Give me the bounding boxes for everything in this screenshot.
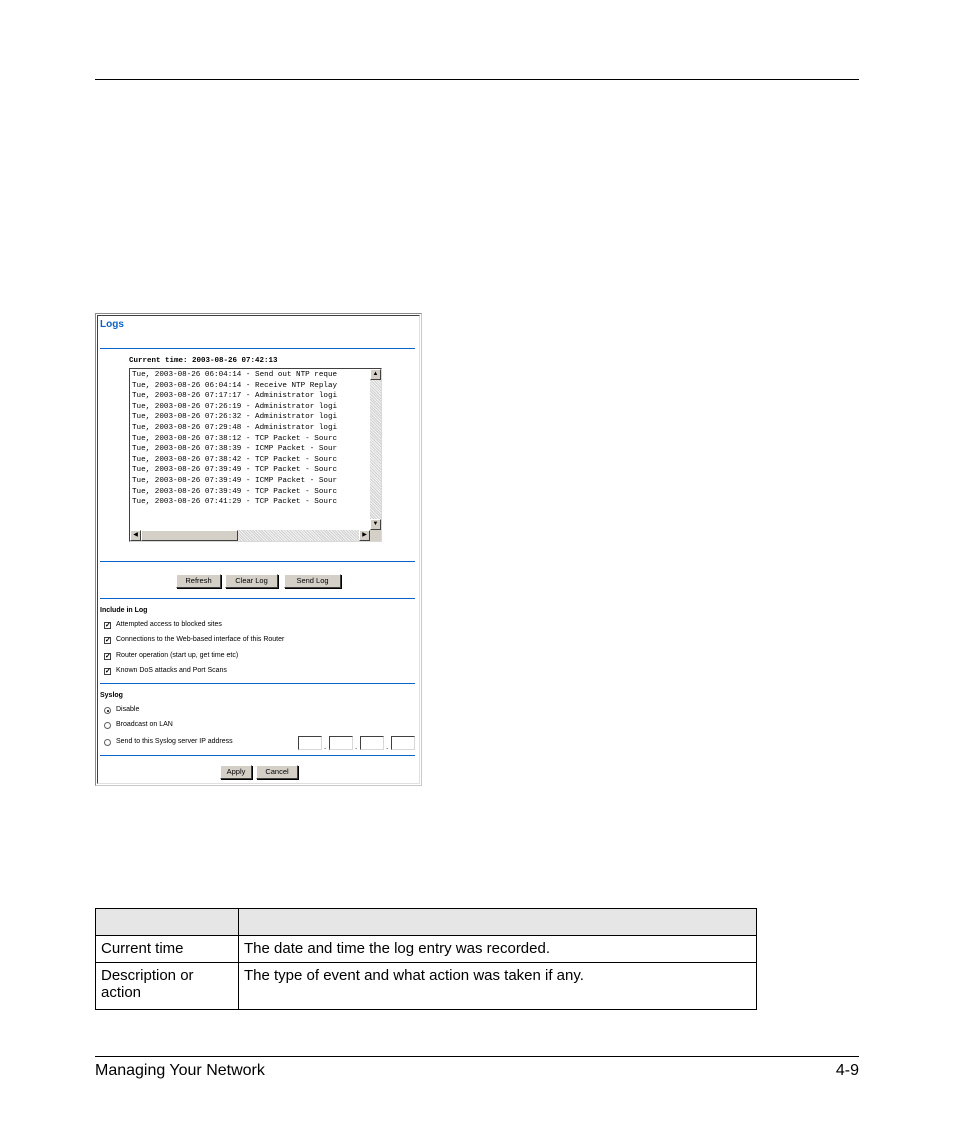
include-in-log-heading: Include in Log [100,607,148,614]
ip-dot: . [386,742,389,751]
checkbox-label: Known DoS attacks and Port Scans [116,667,227,674]
ip-dot: . [324,742,327,751]
footer-page-number: 4-9 [835,1062,859,1079]
checkbox-blocked-sites[interactable]: ✓ [105,622,111,629]
log-line: Tue, 2003-08-26 07:26:32 - Administrator logi [132,413,338,422]
send-log-button[interactable]: Send Log [284,574,341,588]
log-line: Tue, 2003-08-26 06:04:14 - Send out NTP reque [132,371,338,379]
log-line: Tue, 2003-08-26 07:38:39 - ICMP Packet - Sour [132,445,338,454]
scroll-right-icon[interactable]: ▶ [359,530,370,541]
log-line: Tue, 2003-08-26 07:38:12 - TCP Packet - Sourc [132,434,338,443]
current-time: Current time: 2003-08-26 07:42:13 [129,357,278,365]
radio-broadcast-lan[interactable] [104,722,111,729]
syslog-ip-octet-3[interactable] [360,736,384,750]
divider [100,683,415,684]
radio-syslog-server[interactable] [104,739,111,746]
radio-label: Broadcast on LAN [116,721,173,728]
scroll-up-icon[interactable]: ▲ [370,369,381,380]
checkbox-web-connections[interactable]: ✓ [105,637,111,644]
checkbox-dos-attacks[interactable]: ✓ [105,668,111,675]
scroll-thumb[interactable] [141,530,238,541]
radio-label: Send to this Syslog server IP address [116,738,233,745]
log-line: Tue, 2003-08-26 07:39:49 - TCP Packet - Sourc [132,487,338,496]
log-textarea[interactable] [129,368,382,542]
divider [100,755,415,756]
syslog-heading: Syslog [100,692,123,699]
log-line: Tue, 2003-08-26 07:41:29 - TCP Packet - Sourc [132,498,338,507]
logs-title: Logs [100,319,124,330]
log-line: Tue, 2003-08-26 07:39:49 - ICMP Packet - Sour [132,476,338,485]
log-line: Tue, 2003-08-26 07:39:49 - TCP Packet - Sourc [132,466,338,475]
log-line: Tue, 2003-08-26 07:17:17 - Administrator logi [132,392,338,401]
cancel-button[interactable]: Cancel [256,765,298,779]
divider [100,348,415,349]
divider [100,561,415,562]
logs-page [97,315,420,784]
log-fields-table [95,908,757,1010]
refresh-button[interactable]: Refresh [176,574,221,588]
apply-button[interactable]: Apply [220,765,252,779]
scroll-left-icon[interactable]: ◀ [130,530,141,541]
log-line: Tue, 2003-08-26 07:26:19 - Administrator logi [132,402,338,411]
syslog-ip-octet-2[interactable] [329,736,353,750]
log-line: Tue, 2003-08-26 07:38:42 - TCP Packet - Sourc [132,455,338,464]
vertical-scrollbar[interactable] [370,369,381,530]
logs-screenshot [95,313,422,786]
footer-rule [95,1056,859,1057]
checkbox-label: Attempted access to blocked sites [116,621,222,628]
radio-disable[interactable] [104,707,111,714]
table-row [96,936,757,963]
ip-dot: . [355,742,358,751]
table-row [96,963,757,1010]
log-lines [132,370,370,508]
table-cell-description: The type of event and what action was taken if any. [239,963,757,1010]
footer-chapter-title: Managing Your Network [95,1062,265,1079]
syslog-ip-octet-1[interactable] [298,736,322,750]
table-header-cell [239,909,757,936]
divider [100,598,415,599]
checkbox-router-operation[interactable]: ✓ [105,653,111,660]
scroll-corner [370,530,381,541]
table-header-row [96,909,757,936]
log-line: Tue, 2003-08-26 07:29:48 - Administrator logi [132,423,338,432]
table-header-cell [96,909,239,936]
header-rule [95,79,859,80]
radio-label: Disable [116,706,140,713]
table-cell-field: Description or action [96,963,239,1010]
scroll-down-icon[interactable]: ▼ [370,519,381,530]
log-line: Tue, 2003-08-26 06:04:14 - Receive NTP Replay [132,381,338,390]
table-cell-description: The date and time the log entry was recorded. [239,936,757,963]
table-cell-field: Current time [96,936,239,963]
clear-log-button[interactable]: Clear Log [225,574,278,588]
horizontal-scrollbar[interactable] [130,530,370,541]
syslog-ip-octet-4[interactable] [391,736,415,750]
checkbox-label: Router operation (start up, get time etc) [116,652,239,659]
checkbox-label: Connections to the Web-based interface of this Router [116,636,285,643]
